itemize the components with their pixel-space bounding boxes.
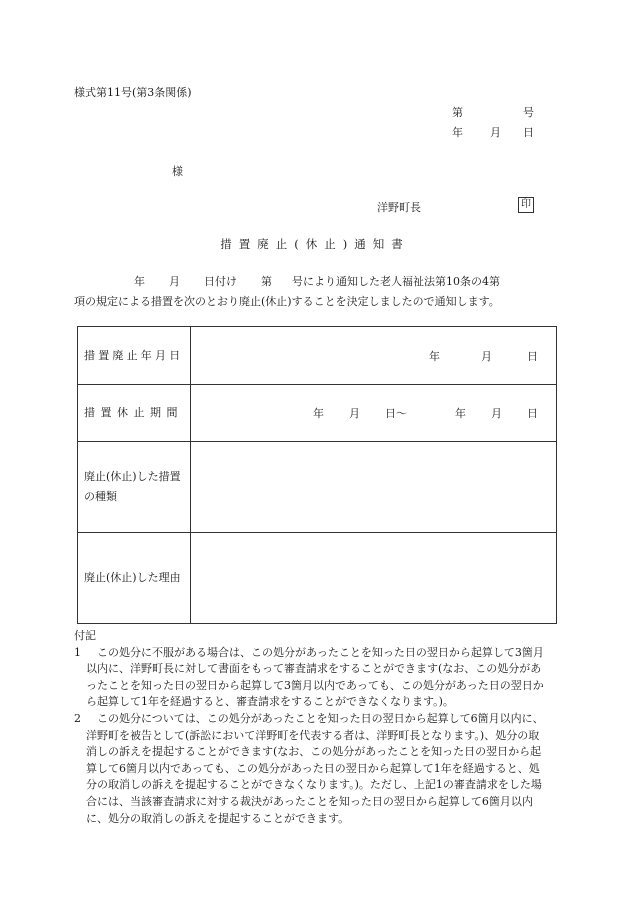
measure-type-label: 廃止(休止)した措置の種類 <box>78 442 191 533</box>
document-number-line <box>452 104 534 120</box>
table-row <box>78 327 557 385</box>
note-number: 1 <box>74 645 81 659</box>
body-number-prefix: 第 <box>261 275 272 288</box>
measure-type-value <box>191 442 557 533</box>
notes-heading: 付記 <box>74 629 96 642</box>
table-row <box>78 442 557 533</box>
note-text: この処分については、この処分があったことを知った日の翌日から起算して6箇月以内に、洋野町を被告として(訴訟において洋野町を代表する者は、洋野町長となります。)、処分の取消しの訴えを提起することができます(なお、この処分があったことを知った日の翌日から起算して6箇月以内であっても、この処分があった日の翌日から起算して1年を経過すると、処分の取消しの訴えを提起することができなくなります。)。ただし、上記1の審査請求をした場合には、当該審査請求に対する裁決があったことを知った日の翌日から起算して6箇月以内に、処分の取消しの訴えを提起することができます。 <box>86 711 544 825</box>
number-suffix: 号 <box>523 106 534 119</box>
date-year: 年 <box>452 126 463 139</box>
period-from-year: 年 <box>313 407 324 420</box>
abolition-date-label: 措置廃止年月日 <box>78 327 191 385</box>
form-label: 様式第11号(第3条関係) <box>74 86 192 99</box>
period-to-month: 月 <box>491 407 502 420</box>
note-number: 2 <box>74 711 81 725</box>
abolition-month: 月 <box>481 349 492 363</box>
note-item <box>74 645 544 711</box>
table-row <box>78 385 557 442</box>
body-line-1 <box>134 273 500 289</box>
period-to-year: 年 <box>455 407 466 420</box>
period-from-day: 日〜 <box>385 407 407 420</box>
reason-label: 廃止(休止)した理由 <box>78 533 191 624</box>
table-row <box>78 533 557 624</box>
abolition-day: 日 <box>527 349 538 363</box>
body-line1-rest: 号により通知した老人福祉法第10条の4第 <box>292 275 500 288</box>
issuer-name: 洋野町長 <box>377 201 421 214</box>
seal-mark: 印 <box>518 197 534 213</box>
period-to-day: 日 <box>527 407 538 420</box>
addressee-suffix: 様 <box>172 165 183 178</box>
abolition-year: 年 <box>429 349 440 363</box>
body-month: 月 <box>169 275 180 288</box>
abolition-date-value <box>191 327 557 385</box>
document-title: 措置廃止(休止)通知書 <box>220 237 410 251</box>
suspension-period-label: 措置休止期間 <box>78 385 191 442</box>
body-day: 日付け <box>204 275 237 288</box>
suspension-period-value <box>191 385 557 442</box>
period-from-month: 月 <box>349 407 360 420</box>
date-day: 日 <box>523 126 534 139</box>
notes-section <box>74 628 544 827</box>
note-item <box>74 711 544 827</box>
body-year: 年 <box>134 275 145 288</box>
date-month: 月 <box>490 126 501 139</box>
number-prefix: 第 <box>452 106 463 119</box>
body-line-2: 項の規定による措置を次のとおり廃止(休止)することを決定しましたので通知します。 <box>74 295 500 308</box>
note-text: この処分に不服がある場合は、この処分があったことを知った日の翌日から起算して3箇月以内に、洋野町長に対して書面をもって審査請求をすることができます(なお、この処分があったことを知った日の翌日から起算して3箇月以内であっても、この処分があった日の翌日から起算して1年を経過すると、審査請求をすることができなくなります。)。 <box>86 645 544 709</box>
reason-value <box>191 533 557 624</box>
notice-table <box>77 326 557 624</box>
